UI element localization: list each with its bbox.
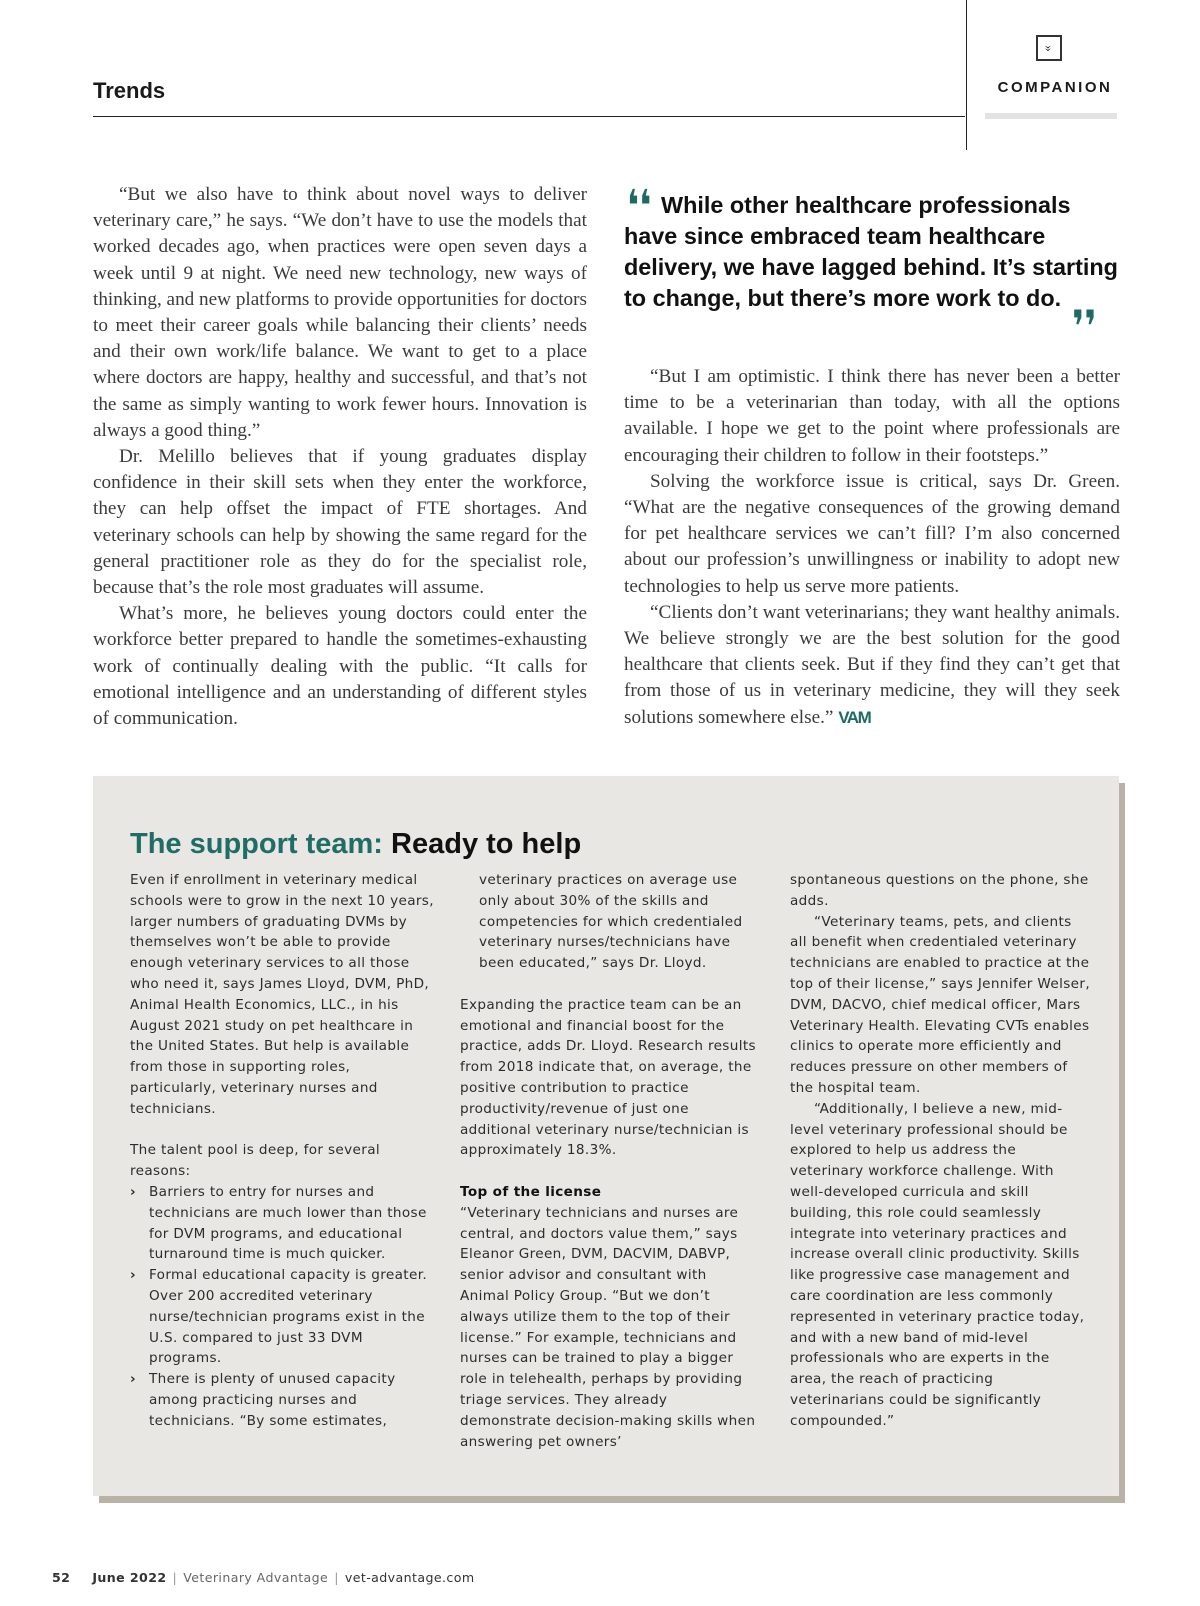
vam-end-logo: VAM <box>838 707 871 727</box>
sidebar-paragraph: “Veterinary teams, pets, and clients all benefit when credentialed veterinary technicians are enabled to practice at the top of their license,” says Jennifer Welser, DVM, DACVO, chief medical officer, Mars Veterinary Health. Elevating CVTs enables clinics to operate more efficiently and reduces pressure on other members of the hospital team. <box>790 913 1090 1096</box>
publication-name: Veterinary Advantage <box>183 1570 329 1585</box>
list-item: › There is plenty of unused capacity among practicing nurses and technicians. “By some estimates, <box>130 1371 396 1429</box>
chevron-right-icon: › <box>130 1267 136 1284</box>
sidebar-paragraph: veterinary practices on average use only about 30% of the skills and competencies for which credentialed veterinary nurses/technicians have been educated,” says Dr. Lloyd. <box>479 872 743 972</box>
header-vertical-rule <box>966 0 967 150</box>
chevron-right-icon: › <box>130 1371 136 1388</box>
sidebar-column-3 <box>790 870 1090 1432</box>
page-footer <box>52 1570 475 1585</box>
pull-quote-text: While other healthcare professionals have since embraced team healthcare delivery, we have lagged behind. It’s starting to change, but there’s more work to do. <box>624 192 1118 311</box>
sidebar-title <box>130 828 581 861</box>
list-item: › Formal educational capacity is greater. Over 200 accredited veterinary nurse/technician programs exist in the U.S. compared to just 33 DVM programs. <box>130 1267 428 1367</box>
publication-url: vet-advantage.com <box>344 1570 475 1585</box>
paragraph: Dr. Melillo believes that if young graduates display confidence in their skill sets when they enter the workforce, they can help offset the impact of FTE shortages. And veterinary schools can help by showing the same regard for the general practitioner role as they do for the specialist role, because that’s the role most graduates will assume. <box>93 446 587 599</box>
paragraph-text: “Clients don’t want veterinarians; they want healthy animals. We believe strongly we are the best solution for the good healthcare that clients seek. But if they find they can’t get that from those of us in veterinary medicine, they will they seek solutions somewhere else.” <box>624 601 1120 728</box>
sidebar-column-1 <box>130 870 440 1432</box>
sidebar-paragraph: Even if enrollment in veterinary medical schools were to grow in the next 10 years, larger numbers of graduating DVMs by themselves won’t be able to provide enough veterinary services to all those who need it, says James Lloyd, DVM, PhD, Animal Health Economics, LLC., in his August 2021 study on pet healthcare in the United States. But help is available from those in supporting roles, particularly, veterinary nurses and technicians. <box>130 872 434 1117</box>
pull-quote <box>624 181 1124 332</box>
sidebar-paragraph: spontaneous questions on the phone, she adds. <box>790 872 1089 909</box>
header-rule <box>93 116 965 117</box>
sidebar-paragraph: The talent pool is deep, for several reasons: <box>130 1142 380 1180</box>
sidebar-column-2 <box>460 870 760 1452</box>
issue-date: June 2022 <box>92 1570 167 1585</box>
paragraph <box>624 600 1120 731</box>
sidebar-subhead: Top of the license <box>460 1183 602 1200</box>
sidebar-paragraph: “Veterinary technicians and nurses are central, and doctors value them,” says Eleanor Green, DVM, DACVIM, DABVP, senior advisor and consultant with Animal Policy Group. “But we don’t always utilize them to the top of their license.” For example, technicians and nurses can be trained to play a bigger role in telehealth, perhaps by providing triage services. They already demonstrate decision-making skills when answering pet owners’ <box>460 1204 756 1450</box>
sidebar-paragraph: Expanding the practice team can be an emotional and financial boost for the practice, adds Dr. Lloyd. Research results from 2018 indicate that, on average, the positive contribution to practice productivity/revenue of just one additional veterinary nurse/technician is approximately 18.3%. <box>460 996 756 1159</box>
reasons-list <box>130 1182 440 1432</box>
sidebar-paragraph: “Additionally, I believe a new, mid-level veterinary professional should be explored to help us address the veterinary workforce challenge. With well-developed curricula and skill building, this role could seamlessly integrate into veterinary practices and increase overall clinic productivity. Skills like progressive case management and care coordination are less commonly represented in veterinary practice today, and with a new band of mid-level professionals who are experts in the area, the reach of practicing veterinarians could be significantly compounded.” <box>790 1100 1085 1429</box>
badge-underline <box>985 113 1117 119</box>
paragraph: Solving the workforce issue is critical, says Dr. Green. “What are the negative consequences of the growing demand for pet healthcare services we can’t fill? I’m also concerned about our profession’s unwillingness or inability to adopt new technologies to help us serve more patients. <box>624 470 1120 597</box>
page-number: 52 <box>52 1570 71 1585</box>
article-left-column <box>93 182 587 732</box>
sidebar-title-rest: Ready to help <box>382 828 582 860</box>
section-title: Trends <box>93 78 166 103</box>
close-quote-icon: ❛❛ <box>1072 281 1097 332</box>
category-badge: COMPANION <box>997 79 1113 96</box>
list-item: › Barriers to entry for nurses and technicians are much lower than those for DVM programs, and educational turnaround time is much quicker. <box>130 1183 427 1263</box>
paragraph: “But we also have to think about novel ways to deliver veterinary care,” he says. “We don’t have to use the models that worked decades ago, when practices were open seven days a week until 9 at night. We need new technology, new ways of thinking, and new platforms to provide opportunities for doctors to meet their career goals while balancing their clients’ needs and their own work/life balance. We want to get to a place where doctors are happy, healthy and successful, and that’s not the same as simply wanting to work fewer hours. Innovation is always a good thing.” <box>93 184 587 441</box>
chevron-right-icon: › <box>130 1183 136 1200</box>
sidebar-title-lead: The support team: <box>130 828 383 860</box>
paragraph: “But I am optimistic. I think there has never been a better time to be a veterinarian than today, with all the options available. I hope we get to the point where professionals are encouraging their children to follow in their footsteps.” <box>624 366 1120 466</box>
article-right-column <box>624 364 1120 731</box>
open-quote-icon: ❛❛ <box>627 181 652 232</box>
paragraph: What’s more, he believes young doctors could enter the workforce better prepared to handle the sometimes-exhausting work of continually dealing with the public. “It calls for emotional intelligence and an understanding of different styles of communication. <box>93 603 587 730</box>
footer-separator: | <box>172 1570 178 1585</box>
chevron-double-down-icon: » <box>1036 35 1062 61</box>
footer-separator: | <box>334 1570 339 1585</box>
